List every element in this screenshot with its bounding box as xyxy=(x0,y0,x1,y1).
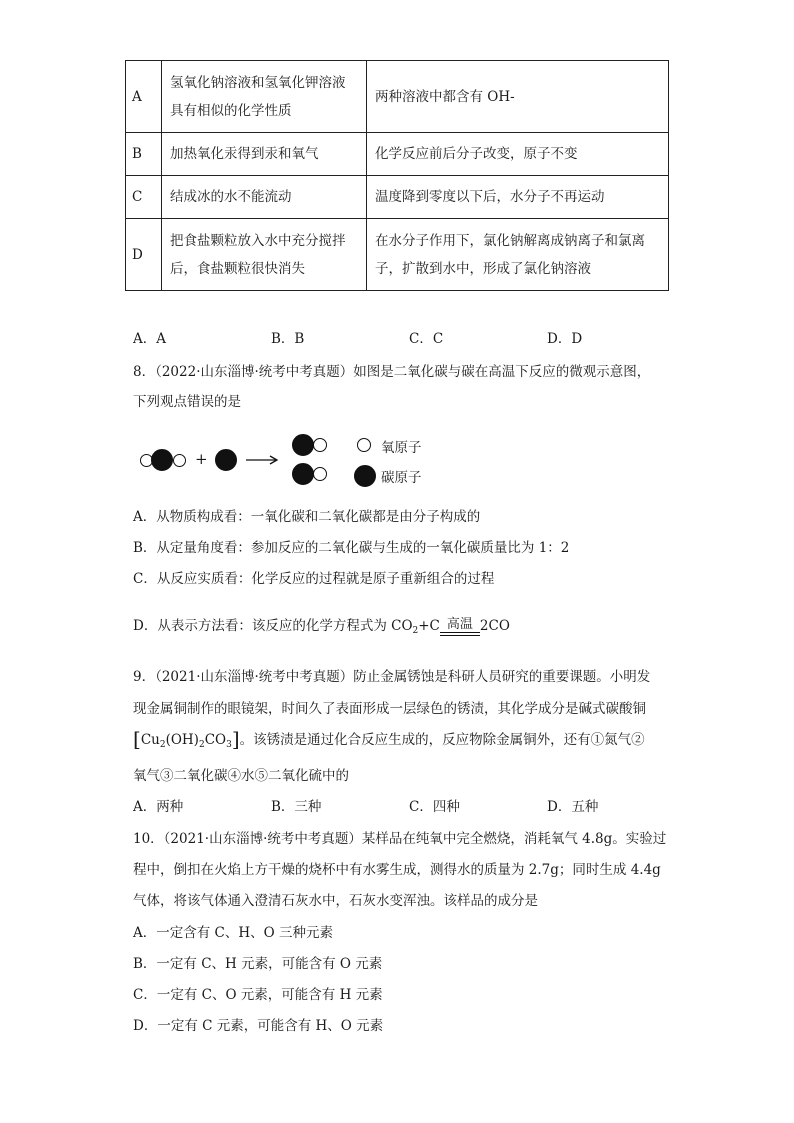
carbon-atom xyxy=(151,449,173,471)
legend-carbon-icon xyxy=(354,465,376,487)
explain-line: 子，扩散到水中，形成了氯化钠溶液 xyxy=(375,260,591,277)
fact-line: 结成冰的水不能流动 xyxy=(170,189,292,205)
carbon-atom xyxy=(292,463,314,485)
legend-oxygen-label: 氧原子 xyxy=(381,440,422,456)
legend-carbon-label: 碳原子 xyxy=(381,470,422,486)
fact-line: 具有相似的化学性质 xyxy=(170,102,292,119)
table-row xyxy=(126,176,669,219)
q9-option-d[interactable]: D．五种 xyxy=(547,799,599,815)
legend-oxygen-icon xyxy=(357,438,371,452)
fact-line: 把食盐颗粒放入水中充分搅拌 xyxy=(170,232,346,249)
q10-option-d[interactable]: D．一定有 C 元素，可能含有 H、O 元素 xyxy=(133,1018,384,1034)
explain-line: 化学反应前后分子改变，原子不变 xyxy=(375,146,578,162)
table-row xyxy=(126,61,669,133)
q10-option-c[interactable]: C．一定有 C、O 元素，可能含有 H 元素 xyxy=(133,987,383,1003)
q8-option-a[interactable]: A．从物质构成看：一氧化碳和二氧化碳都是由分子构成的 xyxy=(133,509,481,525)
q10-stem-line3: 气体，将该气体通入澄清石灰水中，石灰水变浑浊。该样品的成分是 xyxy=(133,893,538,909)
equation-prefix: D．从表示方法看：该反应的化学方程式为 CO xyxy=(133,618,413,634)
fact-cell xyxy=(162,61,367,133)
q10-option-a[interactable]: A．一定含有 C、H、O 三种元素 xyxy=(133,925,334,941)
equation-mid: +C xyxy=(418,618,440,634)
explain-line: 两种溶液中都含有 OH- xyxy=(375,88,515,105)
q8-stem-line1: 8．（2022·山东淄博·统考中考真题）如图是二氧化碳与碳在高温下反应的微观示意图， xyxy=(133,364,651,380)
oxygen-atom xyxy=(313,438,327,452)
explain-cell xyxy=(367,61,669,133)
comparison-table xyxy=(125,60,669,291)
table-row xyxy=(126,133,669,176)
reaction-condition xyxy=(440,617,480,641)
q9-options xyxy=(133,797,598,817)
condition-label: 高温 xyxy=(446,617,473,632)
carbon-atom xyxy=(215,449,237,471)
fact-cell xyxy=(162,219,367,291)
q9-stem-rest: 。该锈渍是通过化合反应生成的，反应物除金属铜外，还有①氮气② xyxy=(239,732,645,748)
q10-option-b[interactable]: B．一定有 C、H 元素，可能含有 O 元素 xyxy=(133,956,383,972)
row-letter: C xyxy=(126,176,162,219)
right-bracket: ] xyxy=(231,727,240,751)
q9-stem-line2: 现金属铜制作的眼镜架，时间久了表面形成一层绿色的锈渍，其化学成分是碱式碳酸铜 xyxy=(133,701,646,717)
q10-stem-line1: 10．（2021·山东淄博·统考中考真题）某样品在纯氧中完全燃烧，消耗氧气 4.8g。实验过 xyxy=(133,831,667,847)
fact-line: 加热氧化汞得到汞和氧气 xyxy=(170,146,319,162)
fact-line: 后，食盐颗粒很快消失 xyxy=(170,260,305,277)
q8-option-d[interactable] xyxy=(133,616,510,641)
table-row xyxy=(126,219,669,291)
q7-option-d[interactable]: D．D xyxy=(547,331,583,347)
q7-option-c[interactable]: C．C xyxy=(409,331,444,347)
q7-option-a[interactable]: A．A xyxy=(133,331,166,347)
explain-line: 在水分子作用下，氯化钠解离成钠离子和氯离 xyxy=(375,232,645,249)
q8-stem-line2: 下列观点错误的是 xyxy=(133,394,241,410)
q9-stem-line1: 9．（2021·山东淄博·统考中考真题）防止金属锈蚀是科研人员研究的重要课题。小明发 xyxy=(133,669,651,685)
q9-option-a[interactable]: A．两种 xyxy=(133,799,184,815)
q8-option-c[interactable]: C．从反应实质看：化学反应的过程就是原子重新组合的过程 xyxy=(133,571,495,587)
q7-option-b[interactable]: B．B xyxy=(271,331,305,347)
oxygen-atom xyxy=(313,467,327,481)
explain-cell xyxy=(367,219,669,291)
oxygen-atom xyxy=(173,454,186,467)
q8-option-b[interactable]: B．从定量角度看：参加反应的二氧化碳与生成的一氧化碳质量比为 1：2 xyxy=(133,540,570,556)
explain-cell xyxy=(367,133,669,176)
q10-stem-line2: 程中，倒扣在火焰上方干燥的烧杯中有水雾生成，测得水的质量为 2.7g；同时生成 4.4g xyxy=(133,862,661,878)
q9-stem-line4: 氧气③二氧化碳④水⑤二氧化硫中的 xyxy=(133,768,349,784)
arrow-icon xyxy=(246,454,280,466)
q9-stem-line3 xyxy=(133,729,645,755)
row-letter: B xyxy=(126,133,162,176)
fact-cell xyxy=(162,133,367,176)
row-letter: D xyxy=(126,219,162,291)
row-letter: A xyxy=(126,61,162,133)
explain-cell xyxy=(367,176,669,219)
q9-option-c[interactable]: C．四种 xyxy=(409,799,460,815)
q9-option-b[interactable]: B．三种 xyxy=(271,799,322,815)
q7-options xyxy=(133,329,582,349)
explain-line: 温度降到零度以下后，水分子不再运动 xyxy=(375,189,605,205)
carbon-atom xyxy=(292,434,314,456)
left-bracket: [ xyxy=(133,727,141,751)
plus-sign: + xyxy=(195,450,208,468)
fact-line: 氢氧化钠溶液和氢氧化钾溶液 xyxy=(170,74,346,91)
fact-cell xyxy=(162,176,367,219)
formula: $Cu_2(OH)_2CO_3$ xyxy=(140,732,232,750)
equation-product: 2CO xyxy=(479,618,510,634)
subscript: 2 xyxy=(412,626,419,636)
